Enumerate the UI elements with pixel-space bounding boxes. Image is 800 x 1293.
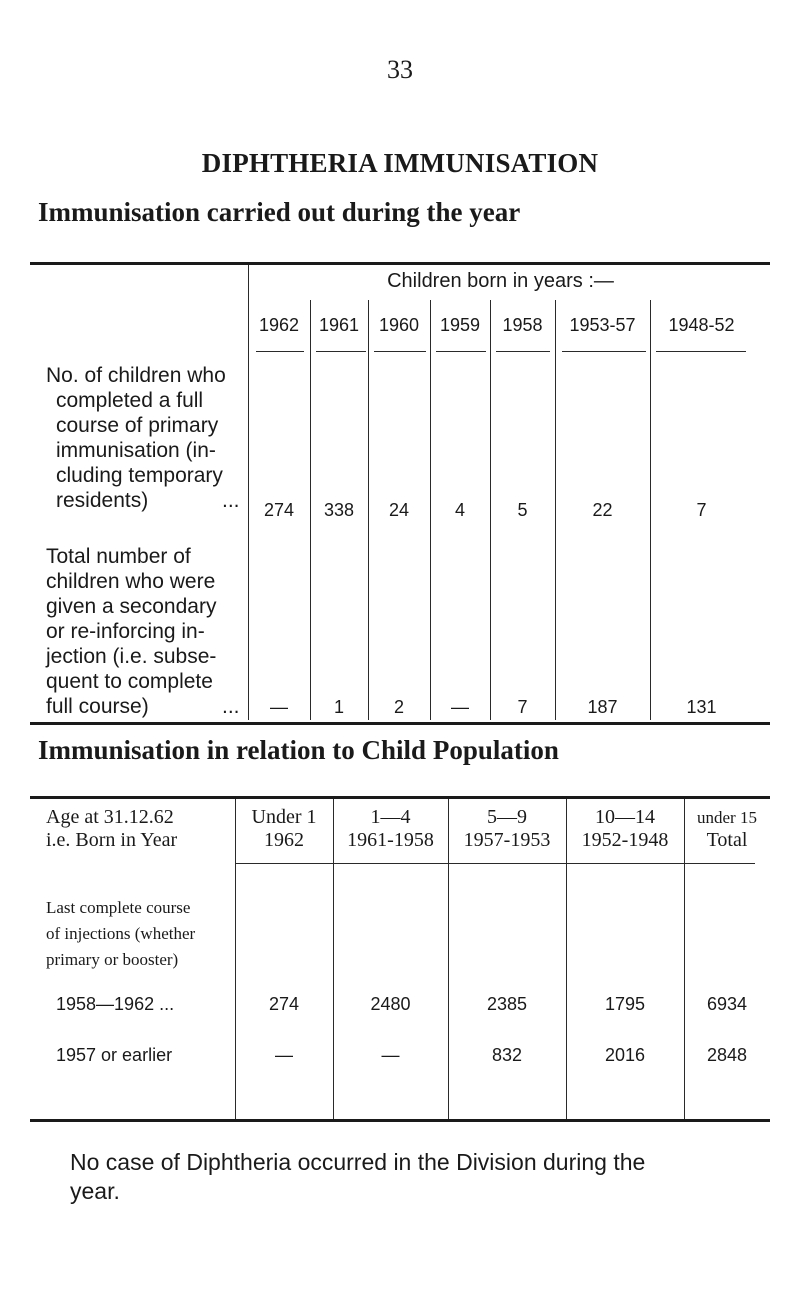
column-header-1958: 1958	[502, 315, 543, 335]
page-title: DIPHTHERIA IMMUNISATION	[201, 148, 599, 178]
header-underline	[496, 351, 550, 352]
age-header	[46, 806, 177, 852]
section-title-immunisation-during-year: Immunisation carried out during the year	[38, 197, 521, 227]
column-header-1953-57: 1953-57	[569, 315, 636, 335]
header-underline	[374, 351, 426, 352]
table-cell: 22	[592, 500, 613, 520]
header-underline	[436, 351, 486, 352]
table-cell: 4	[454, 500, 465, 520]
table-cell: 2016	[604, 1045, 646, 1065]
table-cell: 2848	[706, 1045, 748, 1065]
table-cell: 1795	[604, 994, 646, 1014]
column-header-1960: 1960	[378, 315, 420, 335]
table-cell: 338	[323, 500, 355, 520]
table-cell: —	[275, 1045, 293, 1065]
footer-note	[70, 1148, 770, 1206]
header-line1: 5—9	[487, 806, 527, 828]
label-line: given a secondary	[46, 595, 217, 618]
label-line-text: full course)	[46, 695, 149, 718]
age-header-line2: i.e. Born in Year	[46, 829, 178, 851]
table-cell: 187	[587, 697, 618, 717]
column-divider	[448, 799, 449, 1119]
label-line: children who were	[46, 570, 216, 593]
row-label-1957-or-earlier: 1957 or earlier	[56, 1045, 173, 1065]
table-top-rule	[30, 796, 770, 799]
table-cell: 2480	[370, 994, 411, 1014]
label-line: completed a full	[56, 389, 204, 412]
label-line: primary or booster)	[46, 950, 179, 969]
table-cell: 2	[393, 697, 404, 717]
header-line1: Under 1	[251, 806, 317, 828]
column-header-1962: 1962	[258, 315, 300, 335]
table-cell: 5	[517, 500, 528, 520]
label-line-text: residents)	[56, 489, 149, 512]
table-cell: 7	[696, 500, 707, 520]
column-header-5-9	[448, 806, 566, 852]
table-cell: 6934	[706, 994, 748, 1014]
table-cell: 832	[491, 1045, 523, 1065]
table-cell: —	[381, 1045, 400, 1065]
table-cell: 131	[686, 697, 717, 717]
section-title-child-population: Immunisation in relation to Child Population	[38, 735, 559, 765]
row-label-secondary-injection	[46, 544, 238, 719]
header-line2: Total	[706, 829, 748, 851]
header-underline	[256, 351, 304, 352]
section-label-last-course	[46, 895, 195, 973]
label-line: jection (i.e. subse-	[46, 645, 217, 668]
table-bottom-rule	[30, 1119, 770, 1122]
label-line: of injections (whether	[46, 924, 196, 943]
leader-dots: ...	[222, 489, 240, 512]
header-underline	[235, 863, 755, 864]
label-line: quent to complete	[46, 670, 213, 693]
column-divider	[248, 265, 249, 720]
header-line2: 1961-1958	[347, 829, 434, 851]
header-underline	[316, 351, 366, 352]
child-population-table	[0, 780, 800, 1140]
header-line2: 1957-1953	[463, 829, 551, 851]
table-cell: 274	[268, 994, 300, 1014]
column-header-1959: 1959	[439, 315, 481, 335]
footer-line: year.	[70, 1178, 120, 1204]
label-line: Last complete course	[46, 898, 191, 917]
footer-line: No case of Diphtheria occurred in the Division during the	[70, 1149, 646, 1175]
column-divider	[566, 799, 567, 1119]
column-header-total	[684, 806, 770, 852]
age-header-line1: Age at 31.12.62	[46, 806, 174, 828]
label-line: course of primary	[56, 414, 219, 437]
header-line1: under 15	[697, 808, 757, 827]
table-cell: —	[451, 697, 469, 717]
label-line: Total number of	[46, 545, 191, 568]
page-number: 33	[387, 55, 413, 84]
header-underline	[562, 351, 646, 352]
label-line: cluding temporary	[56, 464, 223, 487]
column-header-1961: 1961	[318, 315, 360, 335]
children-born-header: Children born in years :—	[387, 270, 614, 292]
header-underline	[656, 351, 746, 352]
label-line	[46, 694, 238, 719]
row-label-primary-immunisation	[46, 363, 238, 513]
label-line: or re-inforcing in-	[46, 620, 205, 643]
header-line1: 1—4	[370, 806, 411, 828]
column-header-1-4	[333, 806, 448, 852]
column-header-1948-52: 1948-52	[668, 315, 735, 335]
table-cell: 274	[263, 500, 295, 520]
leader-dots: ...	[222, 695, 240, 718]
table-cell: —	[270, 697, 288, 717]
label-line: immunisation (in-	[56, 439, 216, 462]
label-line	[46, 488, 238, 513]
column-header-10-14	[566, 806, 684, 852]
header-line2: 1962	[264, 829, 304, 851]
header-line2: 1952-1948	[581, 829, 669, 851]
table-cell: 2385	[486, 994, 528, 1014]
column-divider	[684, 799, 685, 1119]
row-label-1958-1962: 1958—1962 ...	[56, 994, 175, 1014]
table-top-rule	[30, 262, 770, 265]
label-line: No. of children who	[46, 364, 226, 387]
table-cell: 1	[333, 697, 344, 717]
header-line1: 10—14	[595, 806, 655, 828]
table-bottom-rule	[30, 722, 770, 725]
column-header-under-1	[235, 806, 333, 852]
table-cell: 24	[388, 500, 410, 520]
table-cell: 7	[517, 697, 528, 717]
column-divider	[235, 799, 236, 1119]
column-divider	[333, 799, 334, 1119]
